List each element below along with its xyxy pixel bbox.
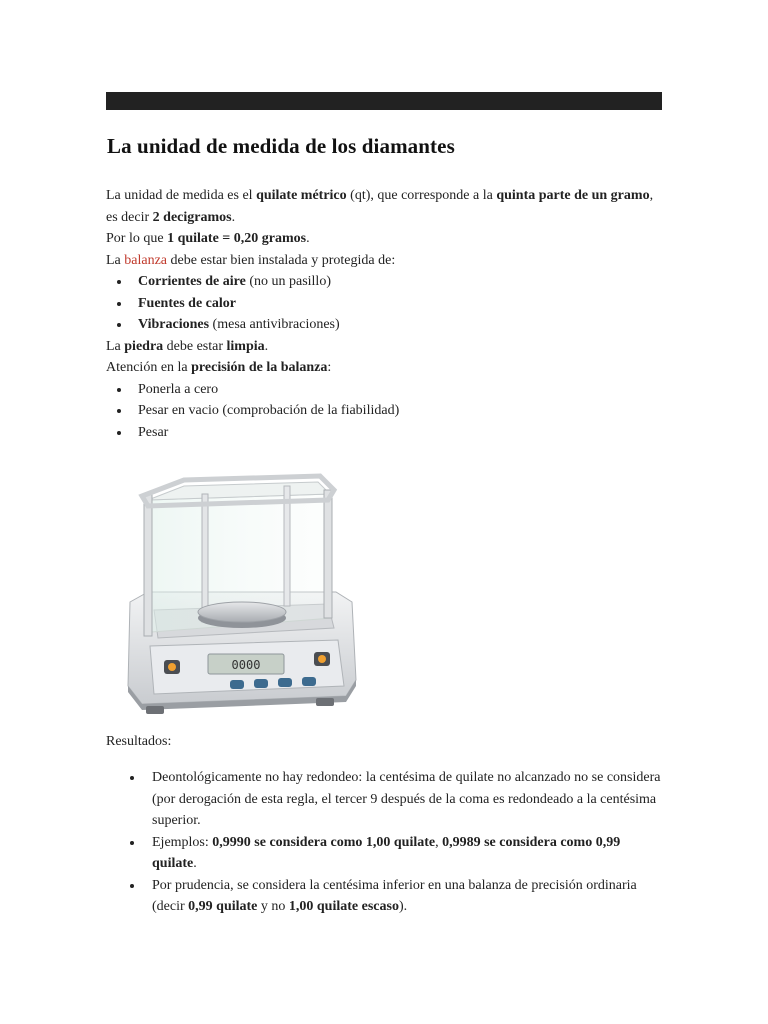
- item-rest: (mesa antivibraciones): [209, 317, 340, 332]
- r3-text-2: y no: [257, 899, 289, 914]
- r2-bold-2: 0,9989 se considera como 0,99 quilate: [152, 834, 621, 871]
- line4-text-2: debe estar: [163, 338, 227, 354]
- balanza-line: [106, 250, 662, 272]
- r3-text-3: ).: [398, 899, 408, 914]
- intro-bold-2: quinta parte de un gramo: [496, 188, 650, 203]
- intro-text-3: , es decir: [106, 188, 654, 225]
- balanza-link[interactable]: balanza: [124, 252, 168, 268]
- line5-bold: precisión de la balanza: [191, 360, 328, 375]
- list-item: [106, 875, 662, 918]
- item-bold: Corrientes de aire: [138, 274, 246, 289]
- r2-text-2: ,: [435, 834, 443, 850]
- item-bold: Vibraciones: [138, 317, 210, 332]
- content-body: [106, 185, 662, 443]
- line3-text-1: La: [106, 252, 125, 268]
- intro-text-4: .: [231, 209, 236, 225]
- quilate-line: [106, 228, 662, 250]
- precision-line: [106, 357, 662, 379]
- line2-bold: 1 quilate = 0,20 gramos: [167, 231, 307, 246]
- line2-text-1: Por lo que: [106, 231, 168, 246]
- line3-text-2: debe estar bien instalada y protegida de:: [167, 252, 396, 268]
- list-item: Pesar en vacio (comprobación de la fiabilidad): [106, 400, 662, 422]
- r2-bold-1: 0,9990 se considera como 1,00 quilate: [212, 834, 436, 850]
- list-item: [106, 293, 662, 315]
- results-list: [106, 767, 662, 918]
- intro-text-2: (qt), que corresponde a la: [346, 188, 497, 203]
- list-item: [106, 271, 662, 293]
- line4-bold-2: limpia: [226, 338, 265, 354]
- r2-text-1: Ejemplos:: [152, 834, 213, 850]
- precision-scale-image: [124, 460, 360, 722]
- list-item: Ponerla a cero: [106, 379, 662, 401]
- list-item: Deontológicamente no hay redondeo: la centésima de quilate no alcanzado no se considera (por derogación de esta regla, el tercer 9 después de la coma es redondeado a la centésima superior.: [106, 767, 662, 832]
- piedra-line: [106, 336, 662, 358]
- line4-text-1: La: [106, 338, 125, 354]
- line5-text-2: :: [327, 360, 332, 375]
- results-label: Resultados:: [106, 734, 172, 749]
- intro-paragraph: [106, 185, 662, 228]
- item-rest: (no un pasillo): [245, 274, 331, 289]
- list-item: [106, 832, 662, 875]
- list-item: [106, 314, 662, 336]
- line4-bold-1: piedra: [124, 338, 164, 354]
- line4-text-3: .: [264, 338, 269, 354]
- r3-text-1: Por prudencia, se considera la centésima inferior en una balanza de precisión ordinaria (decir: [152, 877, 637, 914]
- protect-list: [106, 271, 662, 336]
- scale-illustration: [124, 460, 360, 722]
- r3-bold-1: 0,99 quilate: [188, 899, 258, 914]
- page-title: La unidad de medida de los diamantes: [107, 134, 455, 158]
- list-item: Pesar: [106, 422, 662, 444]
- top-bar: [106, 92, 662, 110]
- intro-text-1: La unidad de medida es el: [106, 188, 257, 203]
- results-section: [106, 767, 662, 918]
- intro-bold-1: quilate métrico: [256, 188, 347, 203]
- r3-bold-2: 1,00 quilate escaso: [288, 899, 399, 914]
- line5-text-1: Atención en la: [106, 360, 192, 375]
- line2-text-2: .: [306, 231, 310, 246]
- intro-bold-3: 2 decigramos: [152, 209, 232, 225]
- item-bold: Fuentes de calor: [138, 295, 236, 311]
- scale-display-readout: 0000: [231, 658, 261, 672]
- r2-text-3: .: [193, 856, 197, 871]
- steps-list: [106, 379, 662, 444]
